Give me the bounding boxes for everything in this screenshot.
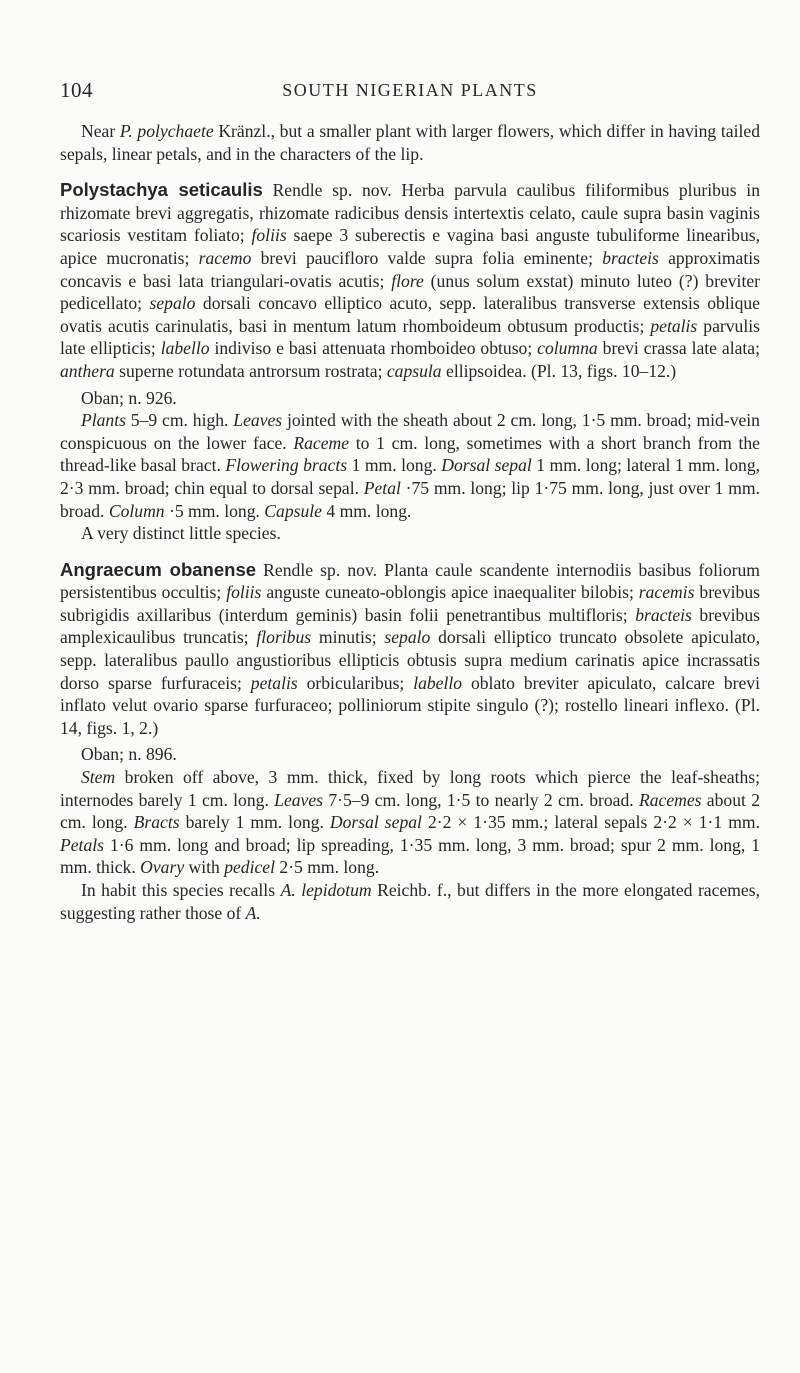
text: ellipsoidea. (Pl. 13, figs. 10–12.) bbox=[441, 360, 677, 381]
author: Rendle sp. nov. bbox=[262, 180, 392, 201]
page-header bbox=[60, 78, 760, 106]
term: foliis bbox=[251, 225, 287, 246]
text: brevibus amplexicaulibus truncatis; bbox=[60, 604, 761, 648]
term: petalis bbox=[650, 315, 698, 336]
text: to 1 cm. long, sometimes with a short branch from the thread-like basal bract. bbox=[60, 432, 760, 476]
term: Stem bbox=[81, 767, 116, 788]
term: Dorsal sepal bbox=[329, 812, 422, 833]
term: sepalo bbox=[149, 293, 196, 314]
term: Plants bbox=[81, 410, 126, 431]
text: In habit this species recalls bbox=[81, 880, 281, 900]
text: Kränzl., but a smaller plant with larger flowers, which differ in having tailed sepals, linear petals, and in the characters of the lip. bbox=[60, 121, 760, 164]
text: 2·2 × 1·35 mm.; lateral sepals 2·2 × 1·1 mm. bbox=[421, 812, 760, 833]
text: 2·5 mm. long. bbox=[275, 857, 380, 878]
page-number: 104 bbox=[60, 78, 93, 102]
term: Ovary bbox=[140, 857, 185, 878]
text: 5–9 cm. high. bbox=[125, 410, 234, 431]
text: 7·5–9 cm. long, 1·5 to nearly 2 cm. broad. bbox=[323, 789, 639, 810]
running-title: SOUTH NIGERIAN PLANTS bbox=[282, 80, 538, 100]
text: minutis; bbox=[311, 627, 385, 648]
locality: Oban; n. 926. bbox=[81, 387, 177, 408]
text: approximatis concavis e basi lata triangulari-ovatis acutis; bbox=[60, 247, 760, 291]
term: Racemes bbox=[638, 789, 702, 810]
term: Petal bbox=[363, 477, 401, 498]
text: 4 mm. long. bbox=[321, 500, 412, 521]
term: anthera bbox=[60, 360, 115, 381]
text: about 2 cm. long. bbox=[60, 789, 761, 833]
species-name: Polystachya seticaulis bbox=[60, 179, 263, 201]
species-description bbox=[60, 179, 760, 382]
term: Dorsal sepal bbox=[441, 455, 532, 476]
text: parvulis late ellipticis; bbox=[60, 315, 760, 359]
species-name: Angraecum obanense bbox=[60, 558, 257, 580]
text: orbicularibus; bbox=[297, 672, 414, 693]
text: (unus solum exstat) minuto luteo (?) breviter pedicellato; bbox=[60, 270, 760, 314]
term: foliis bbox=[226, 582, 262, 603]
text: anguste cuneato-oblongis apice inaequaliter bilobis; bbox=[261, 582, 639, 603]
page bbox=[60, 78, 760, 924]
measurements bbox=[60, 766, 760, 879]
term: flore bbox=[391, 270, 424, 291]
text: Reichb. f., but differs in the more elongated racemes, suggesting rather those of bbox=[60, 880, 760, 923]
author: Rendle sp. nov. bbox=[256, 559, 378, 580]
term: capsula bbox=[386, 360, 442, 381]
term: Column bbox=[108, 500, 165, 521]
term: Flowering bracts bbox=[225, 455, 348, 476]
text: saepe 3 suberectis e vagina basi anguste tubuliforme linearibus, apice mucronatis; bbox=[60, 225, 760, 268]
locality: Oban; n. 896. bbox=[81, 744, 177, 765]
text: broken off above, 3 mm. thick, fixed by long roots which pierce the leaf-sheaths; internodes barely 1 cm. long. bbox=[60, 767, 760, 810]
term: Leaves bbox=[233, 410, 283, 431]
species-angraecum bbox=[60, 559, 760, 925]
term: petalis bbox=[250, 672, 298, 693]
term: Petals bbox=[60, 834, 104, 855]
species-ref: A. bbox=[245, 902, 261, 923]
term: bracteis bbox=[602, 247, 659, 268]
term: sepalo bbox=[384, 627, 431, 648]
text: Near bbox=[81, 121, 120, 141]
text: jointed with the sheath about 2 cm. long, 1·5 mm. broad; mid-vein conspicuous on the lower face. bbox=[60, 410, 760, 453]
text: Planta caule scandente internodiis basibus foliorum persistentibus occultis; bbox=[60, 559, 760, 603]
text: indiviso e basi attenuata rhomboideo obtuso; bbox=[209, 338, 538, 359]
intro-paragraph bbox=[60, 120, 760, 165]
term: Raceme bbox=[293, 432, 350, 453]
species-ref: P. polychaete bbox=[119, 121, 214, 141]
term: columna bbox=[537, 338, 598, 359]
term: racemo bbox=[198, 247, 252, 268]
text: brevi crassa late alata; bbox=[597, 338, 760, 359]
text: brevibus subrigidis axillaribus (interdum geminis) basin folii penetrantibus multifloris; bbox=[60, 582, 760, 625]
text: barely 1 mm. long. bbox=[179, 812, 330, 833]
term: bracteis bbox=[635, 604, 692, 625]
term: Leaves bbox=[274, 789, 324, 810]
species-note bbox=[60, 879, 760, 924]
term: Capsule bbox=[264, 500, 322, 521]
species-polystachya bbox=[60, 179, 760, 545]
text: 1 mm. long; lateral 1 mm. long, 2·3 mm. broad; chin equal to dorsal sepal. bbox=[60, 455, 761, 498]
text: dorsali elliptico truncato obsolete apiculato, sepp. lateralibus paullo angustioribus ellipticis obtusis supra medium carinatis apice incrassatis dorso sparse furfuraceis; bbox=[60, 627, 761, 693]
text: ·75 mm. long; lip 1·75 mm. long, just over 1 mm. broad. bbox=[60, 477, 760, 521]
text: ·5 mm. long. bbox=[164, 500, 265, 521]
term: labello bbox=[413, 672, 463, 693]
text: with bbox=[184, 857, 225, 878]
text: superne rotundata antrorsum rostrata; bbox=[114, 360, 387, 381]
text: oblato breviter apiculato, calcare brevi inflato velut ovario sparse furfuraceo; polliniorum stipite singulo (?); rostello lineari inflexo. (Pl. 14, figs. 1, 2.) bbox=[60, 672, 760, 738]
measurements bbox=[60, 409, 760, 522]
species-note: A very distinct little species. bbox=[81, 523, 281, 544]
term: racemis bbox=[638, 582, 695, 603]
text: 1 mm. long. bbox=[347, 455, 442, 476]
term: labello bbox=[160, 338, 210, 359]
term: pedicel bbox=[224, 857, 275, 878]
term: floribus bbox=[256, 627, 312, 648]
species-description bbox=[60, 559, 760, 740]
text: 1·6 mm. long and broad; lip spreading, 1·35 mm. long, 3 mm. broad; spur 2 mm. long, 1 mm. thick. bbox=[60, 834, 760, 878]
term: Bracts bbox=[133, 812, 180, 833]
species-ref: A. lepidotum bbox=[280, 880, 372, 900]
text: dorsali concavo elliptico acuto, sepp. lateralibus transverse extensis oblique ovatis acutis carinulatis, basi in mentum latum rhomboideum obtusum productis; bbox=[60, 293, 760, 336]
text: Herba parvula caulibus filiformibus pluribus in rhizomate brevi aggregatis, rhizomate radicibus densis intertextis celato, caule supra basin vaginis scariosis vestitam foliato; bbox=[60, 180, 760, 246]
text: brevi paucifloro valde supra folia eminente; bbox=[251, 247, 603, 268]
